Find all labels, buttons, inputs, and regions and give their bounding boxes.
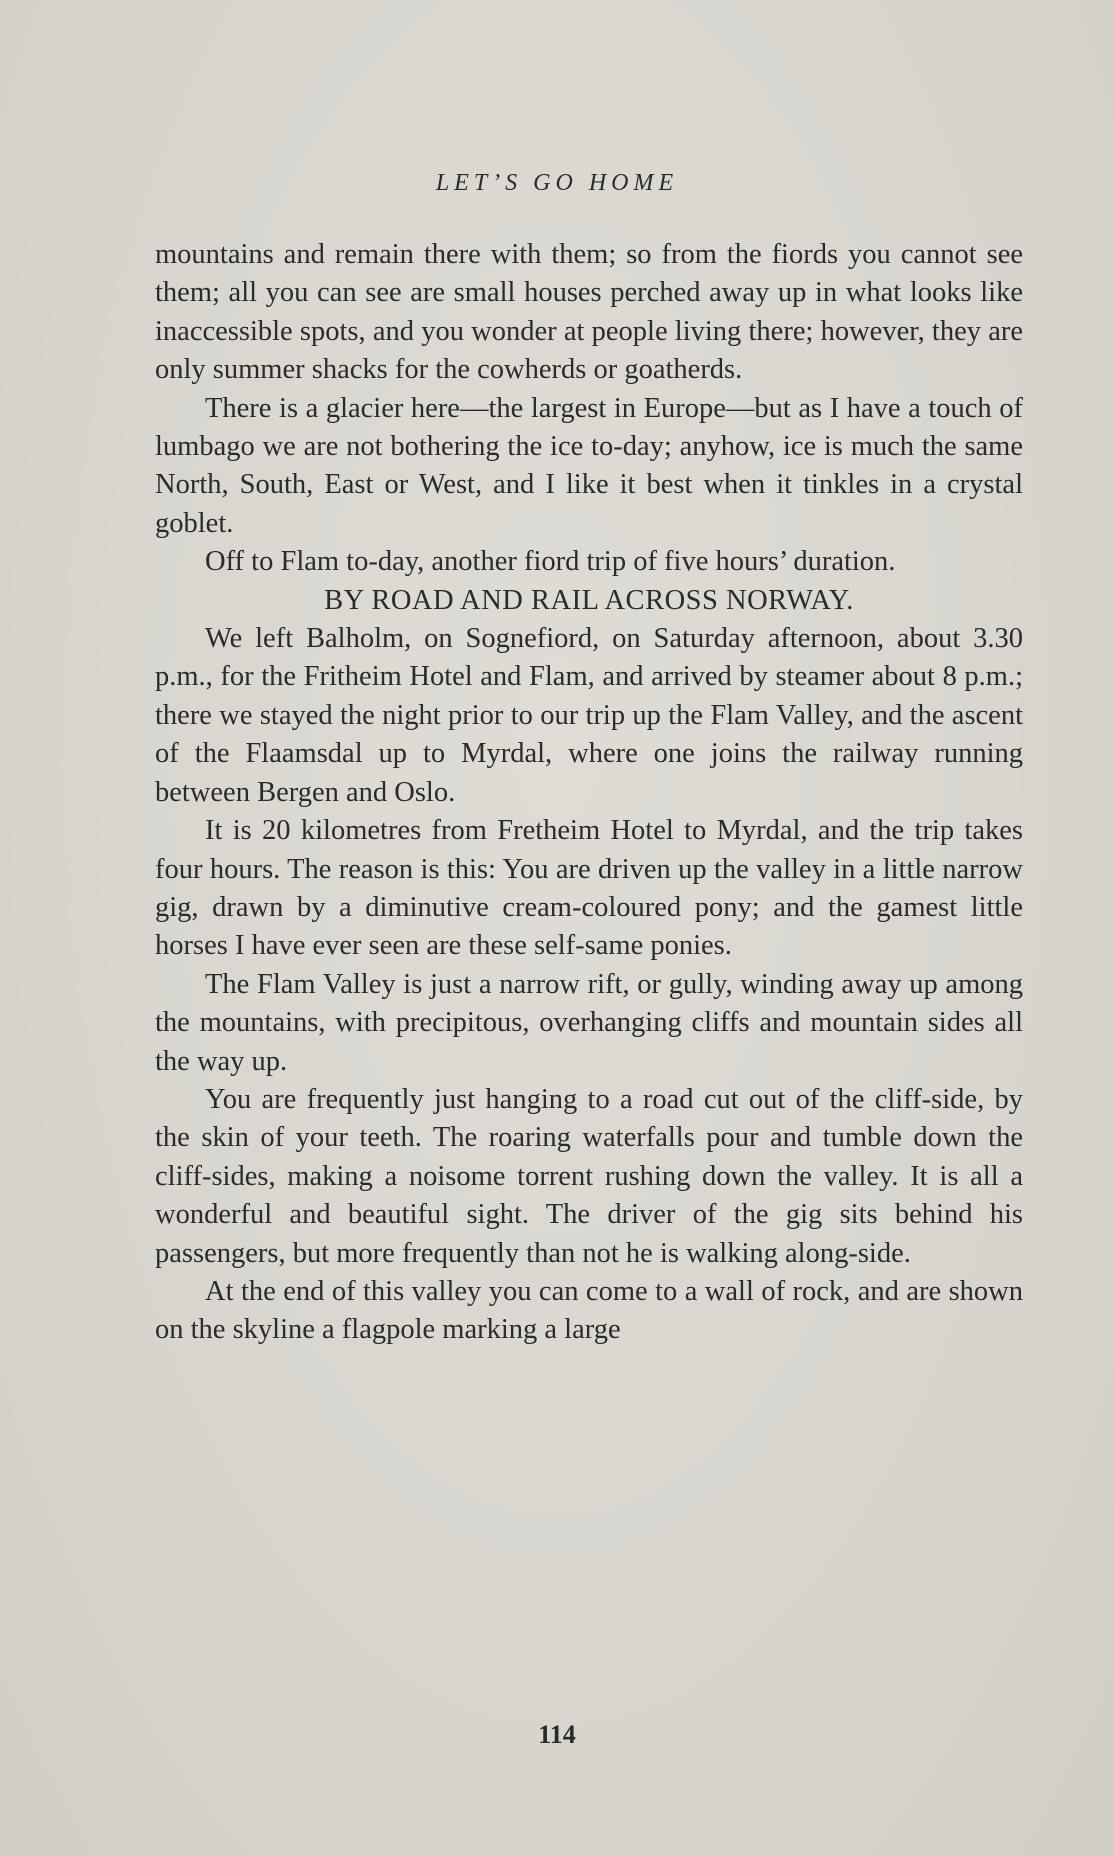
paragraph: At the end of this valley you can come to a wall of rock, and are shown on the skyline a flagpole marking a large xyxy=(155,1275,1023,1346)
page-body xyxy=(155,236,1023,1350)
paragraph: It is 20 kilometres from Fretheim Hotel to Myrdal, and the trip takes four hours. The reason is this: You are driven up the valley in a little narrow gig, drawn by a diminutive cream-coloured pony; and the gamest little horses I have ever seen are these self-same ponies. xyxy=(155,815,1023,962)
running-head: LET’S GO HOME xyxy=(435,170,679,196)
paragraph: We left Balholm, on Sognefiord, on Saturday afternoon, about 3.30 p.m., for the Fritheim Hotel and Flam, and arrived by steamer about 8 p.m.; there we stayed the night prior to our trip up the Flam Valley, and the ascent of the Flaamsdal up to Myrdal, where one joins the railway running between Bergen and Oslo. xyxy=(155,623,1023,808)
section-heading: BY ROAD AND RAIL ACROSS NORWAY. xyxy=(324,584,854,616)
paragraph: The Flam Valley is just a narrow rift, or gully, winding away up among the mountains, with precipitous, overhanging cliffs and mountain sides all the way up. xyxy=(155,968,1023,1077)
paragraph: There is a glacier here—the largest in Europe—but as I have a touch of lumbago we are not bothering the ice to-day; anyhow, ice is much the same North, South, East or West, and I like it best when it tinkles in a crystal goblet. xyxy=(155,392,1023,539)
paragraph: You are frequently just hanging to a road cut out of the cliff-side, by the skin of your teeth. The roaring waterfalls pour and tumble down the cliff-sides, making a noisome torrent rushing down the valley. It is all a wonderful and beautiful sight. The driver of the gig sits behind his passengers, but more frequently than not he is walking along-side. xyxy=(155,1083,1023,1269)
page-number: 114 xyxy=(538,1720,576,1749)
paragraph: Off to Flam to-day, another fiord trip of five hours’ duration. xyxy=(205,546,896,578)
paragraph: mountains and remain there with them; so from the fiords you cannot see them; all you can see are small houses perched away up in what looks like inaccessible spots, and you wonder at people living there; however, they are only summer shacks for the cowherds or goatherds. xyxy=(155,239,1023,386)
